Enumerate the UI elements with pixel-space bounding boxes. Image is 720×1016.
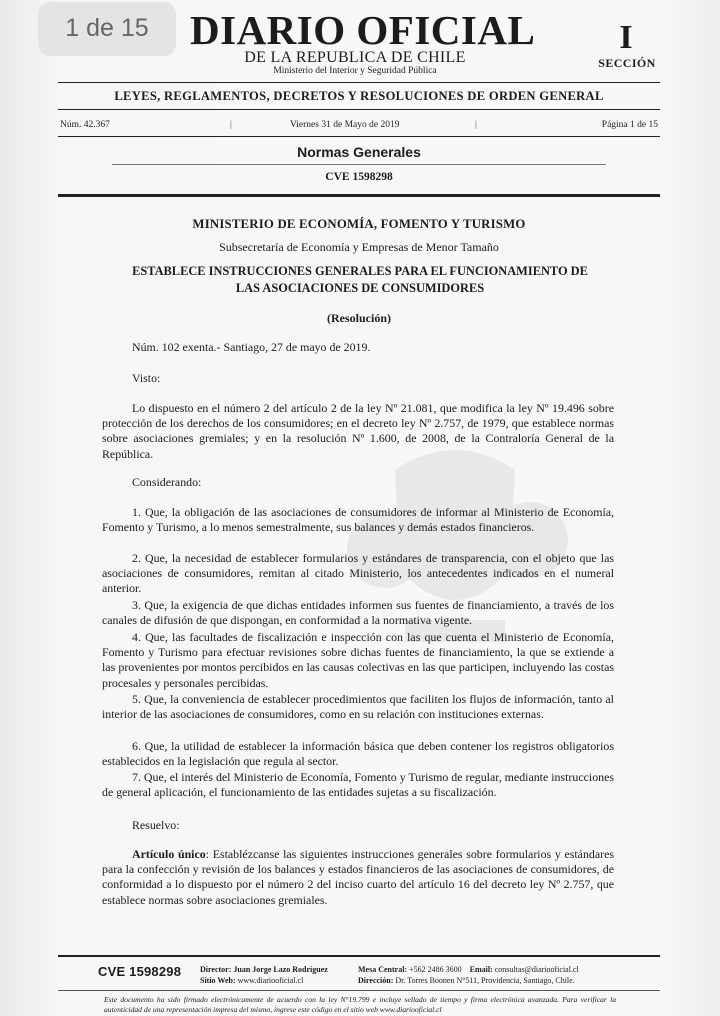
footer-divider xyxy=(58,955,660,957)
considerando-item xyxy=(102,692,614,722)
considerando-text: 6. Que, la utilidad de establecer la información básica que deben contener los registros obligatorios establecidos en la legislación que regula al sector. xyxy=(102,739,614,769)
considerando-item xyxy=(102,770,614,800)
address-label: Dirección: xyxy=(358,975,394,985)
resuelvo-label xyxy=(102,818,614,833)
website-value: www.diariooficial.cl xyxy=(237,975,304,985)
resolution-title-line: ESTABLECE INSTRUCCIONES GENERALES PARA EL FUNCIONAMIENTO DE xyxy=(132,264,588,278)
meta-divider xyxy=(58,136,660,137)
considerando-item xyxy=(102,630,614,691)
articulo-unico xyxy=(102,847,614,908)
considerando-item xyxy=(102,505,614,535)
email-label: Email: xyxy=(469,965,493,974)
resolution-title xyxy=(90,263,630,297)
resolution-title-line: LAS ASOCIACIONES DE CONSUMIDORES xyxy=(235,281,485,295)
resolution-number-line xyxy=(102,340,614,355)
visto-paragraph xyxy=(102,401,614,462)
page-indicator: Página 1 de 15 xyxy=(601,120,658,130)
email-value: consultas@diariooficial.cl xyxy=(494,965,579,974)
address-value: Dr. Torres Boonen N°511, Providencia, Santiago, Chile. xyxy=(395,975,575,985)
section-number: I xyxy=(619,19,633,56)
subsecretaria-heading: Subsecretaría de Economía y Empresas de Menor Tamaño xyxy=(219,240,499,254)
section-divider xyxy=(112,164,606,165)
visto-label xyxy=(102,371,614,386)
meta-separator: | xyxy=(230,120,232,130)
masthead-title: DIARIO OFICIAL xyxy=(190,7,536,53)
website-label: Sitio Web: xyxy=(200,975,236,985)
considerando-text: 1. Que, la obligación de las asociaciones de consumidores de informar al Ministerio de Economía, Fomento y Turismo, a lo menos semestralmente, sus balances y demás estados financieros. xyxy=(102,505,614,535)
mesa-central-value: +562 2486 3600 xyxy=(409,965,462,974)
rubric-heading: LEYES, REGLAMENTOS, DECRETOS Y RESOLUCIONES DE ORDEN GENERAL xyxy=(114,89,604,103)
issue-meta-row xyxy=(58,118,660,132)
rubric-divider xyxy=(58,109,660,110)
section-label: SECCIÓN xyxy=(598,56,656,70)
articulo-text: : Establézcanse las siguientes instrucciones generales sobre formularios y estándares para la confección y revisión de los balances y estados financieros de las asociaciones de consumidores, de conformidad a lo dispuesto por el número 2 del inciso cuarto del artículo 16 del decreto ley Nº 2.757, que establece normas sobre asociaciones gremiales. xyxy=(102,847,614,907)
considerando-text: 2. Que, la necesidad de establecer formularios y estándares de transparencia, con el objeto que las asociaciones de consumidores, remitan al citado Ministerio, los antecedentes indicados en el numeral anterior. xyxy=(102,551,614,596)
considerando-item xyxy=(102,551,614,597)
considerando-text: 5. Que, la conveniencia de establecer procedimientos que faciliten los flujos de información, tanto al interior de las asociaciones de consumidores, como en su relación con instituciones externas. xyxy=(102,692,614,722)
meta-separator: | xyxy=(475,120,477,130)
visto-text: Lo dispuesto en el número 2 del artículo 2 de la ley Nº 21.081, que modifica la ley Nº 19.496 sobre protección de los derechos de los consumidores; en el decreto ley Nº 2.757, de 1979, que establece normas sobre asociaciones gremiales; y en la resolución Nº 1.600, de 2008, de la Contraloría General de la República. xyxy=(102,401,614,461)
masthead-subtitle: DE LA REPUBLICA DE CHILE xyxy=(244,49,466,66)
considerando-item xyxy=(102,598,614,628)
considerando-text: 7. Que, el interés del Ministerio de Economía, Fomento y Turismo de regular, mediante instrucciones de general aplicación, el funcionamiento de las entidades sujetas a su fiscalización. xyxy=(102,770,614,800)
heavy-divider xyxy=(58,194,660,197)
footer-note-divider xyxy=(58,990,660,991)
issue-date: Viernes 31 de Mayo de 2019 xyxy=(290,120,400,130)
director-name: Juan Jorge Lazo Rodríguez xyxy=(233,965,328,974)
ministry-heading: MINISTERIO DE ECONOMÍA, FOMENTO Y TURISMO xyxy=(192,217,526,231)
articulo-label: Artículo único xyxy=(132,847,206,861)
considerando-text: 4. Que, las facultades de fiscalización e inspección con las que cuenta el Ministerio de Economía, Fomento y Turismo para efectuar revisiones sobre dichas fuentes de financiamiento, la que se extiende a las provenientes por montos percibidos en las causas colectivas en las que participen, incluyendo las costas procesales y personales percibidas. xyxy=(102,630,614,690)
director-label: Director: xyxy=(200,965,232,974)
resuelvo-label-text: Resuelvo: xyxy=(132,818,180,832)
cve-code: CVE 1598298 xyxy=(325,171,393,183)
legal-note: Este documento ha sido firmado electrónicamente de acuerdo con la ley N°19.799 e incluye sellado de tiempo y firma electrónica avanzada. Para verificar la autenticidad de una representación impresa del mismo, ingrese este código en el sitio web www.diariooficial.cl xyxy=(104,995,616,1014)
considerando-label xyxy=(102,475,614,490)
resolution-number-text: Núm. 102 exenta.- Santiago, 27 de mayo de 2019. xyxy=(132,340,371,354)
visto-label-text: Visto: xyxy=(132,371,161,385)
footer-contact-block xyxy=(358,965,579,986)
footer-director-block xyxy=(200,965,328,986)
considerando-text: 3. Que, la exigencia de que dichas entidades informen sus fuentes de financiamiento, a través de los canales de difusión de que dispongan, en conformidad a la normativa vigente. xyxy=(102,598,614,628)
footer-cve-code: CVE 1598298 xyxy=(98,964,182,979)
issue-number: Núm. 42.367 xyxy=(60,120,110,130)
considerando-label-text: Considerando: xyxy=(132,475,202,489)
masthead-ministry: Ministerio del Interior y Seguridad Pública xyxy=(273,66,437,76)
considerando-item xyxy=(102,739,614,769)
mesa-central-label: Mesa Central: xyxy=(358,965,408,974)
page-counter-badge: 1 de 15 xyxy=(38,2,176,56)
header-divider xyxy=(58,82,660,83)
resolution-label: (Resolución) xyxy=(327,311,391,325)
section-heading: Normas Generales xyxy=(297,144,421,160)
